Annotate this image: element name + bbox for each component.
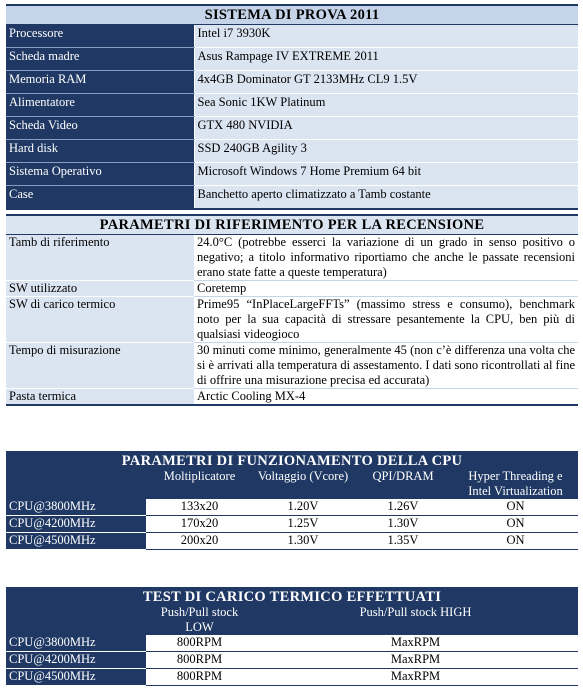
params-table-title: PARAMETRI DI RIFERIMENTO PER LA RECENSIONE	[6, 215, 578, 235]
system-value: Sea Sonic 1KW Platinum	[194, 94, 578, 117]
cpu-cell: 133x20	[146, 499, 253, 516]
cpu-table-title: PARAMETRI DI FUNZIONAMENTO DELLA CPU	[6, 452, 578, 469]
thermal-cell: MaxRPM	[253, 652, 578, 669]
system-label: Scheda Video	[6, 117, 194, 140]
cpu-cell: ON	[453, 516, 578, 533]
table-row	[6, 516, 578, 533]
thermal-row-label: CPU@4500MHz	[6, 669, 146, 686]
params-label: SW di carico termico	[6, 297, 194, 343]
system-value: Microsoft Windows 7 Home Premium 64 bit	[194, 163, 578, 186]
system-value: 4x4GB Dominator GT 2133MHz CL9 1.5V	[194, 71, 578, 94]
cpu-cell: 1.20V	[253, 499, 353, 516]
params-label: Pasta termica	[6, 389, 194, 406]
system-label: Case	[6, 186, 194, 210]
cpu-cell: 200x20	[146, 533, 253, 550]
system-value: Banchetto aperto climatizzato a Tamb costante	[194, 186, 578, 210]
cpu-cell: ON	[453, 533, 578, 550]
cpu-header-multiplier: Moltiplicatore	[146, 469, 253, 499]
cpu-cell: 1.30V	[353, 516, 453, 533]
system-label: Processore	[6, 25, 194, 48]
params-value: Prime95 “InPlaceLargeFFTs” (massimo stress e consumo), benchmark noto per la sua capacità di stressare pesantemente la CPU, ben più di qualsiasi videogioco	[194, 297, 578, 343]
system-table-title: SISTEMA DI PROVA 2011	[6, 5, 578, 25]
params-table	[6, 214, 578, 406]
thermal-table-title: TEST DI CARICO TERMICO EFFETTUATI	[6, 588, 578, 605]
params-label: Tempo di misurazione	[6, 343, 194, 389]
table-row	[6, 652, 578, 669]
thermal-table	[6, 587, 578, 686]
params-value: 24.0°C (potrebbe esserci la variazione di un grado in senso positivo o negativo; a titolo informativo riportiamo che anche le passate recensioni erano state fatte a queste temperatura)	[194, 235, 578, 281]
system-label: Alimentatore	[6, 94, 194, 117]
thermal-cell: MaxRPM	[253, 669, 578, 686]
cpu-table	[6, 451, 578, 550]
system-label: Sistema Operativo	[6, 163, 194, 186]
cpu-header-blank	[6, 469, 146, 499]
system-label: Memoria RAM	[6, 71, 194, 94]
cpu-cell: 170x20	[146, 516, 253, 533]
system-value: Intel i7 3930K	[194, 25, 578, 48]
cpu-header-qpi: QPI/DRAM	[353, 469, 453, 499]
cpu-cell: 1.30V	[253, 533, 353, 550]
cpu-row-label: CPU@3800MHz	[6, 499, 146, 516]
thermal-row-label: CPU@3800MHz	[6, 635, 146, 652]
system-label: Hard disk	[6, 140, 194, 163]
system-value: Asus Rampage IV EXTREME 2011	[194, 48, 578, 71]
thermal-header-high: Push/Pull stock HIGH	[253, 605, 578, 635]
cpu-cell: ON	[453, 499, 578, 516]
table-row	[6, 499, 578, 516]
thermal-cell: 800RPM	[146, 635, 253, 652]
cpu-cell: 1.35V	[353, 533, 453, 550]
thermal-cell: 800RPM	[146, 652, 253, 669]
system-value: GTX 480 NVIDIA	[194, 117, 578, 140]
params-value: Coretemp	[194, 281, 578, 297]
thermal-row-label: CPU@4200MHz	[6, 652, 146, 669]
params-label: SW utilizzato	[6, 281, 194, 297]
thermal-cell: 800RPM	[146, 669, 253, 686]
cpu-cell: 1.26V	[353, 499, 453, 516]
cpu-header-voltage: Voltaggio (Vcore)	[253, 469, 353, 499]
params-value: 30 minuti come minimo, generalmente 45 (non c’è differenza una volta che si è arrivati alla temperatura di assestamento. I dati sono ricontrollati al fine di offrire una misurazione precisa ed accurata)	[194, 343, 578, 389]
system-label: Scheda madre	[6, 48, 194, 71]
cpu-row-label: CPU@4200MHz	[6, 516, 146, 533]
table-row	[6, 669, 578, 686]
table-row	[6, 533, 578, 550]
cpu-header-hyperthreading: Hyper Threading e Intel Virtualization	[453, 469, 578, 499]
cpu-row-label: CPU@4500MHz	[6, 533, 146, 550]
system-value: SSD 240GB Agility 3	[194, 140, 578, 163]
system-table	[6, 4, 578, 210]
thermal-cell: MaxRPM	[253, 635, 578, 652]
params-value: Arctic Cooling MX-4	[194, 389, 578, 406]
thermal-header-blank	[6, 605, 146, 635]
cpu-cell: 1.25V	[253, 516, 353, 533]
params-label: Tamb di riferimento	[6, 235, 194, 281]
thermal-header-low: Push/Pull stock LOW	[146, 605, 253, 635]
table-row	[6, 635, 578, 652]
